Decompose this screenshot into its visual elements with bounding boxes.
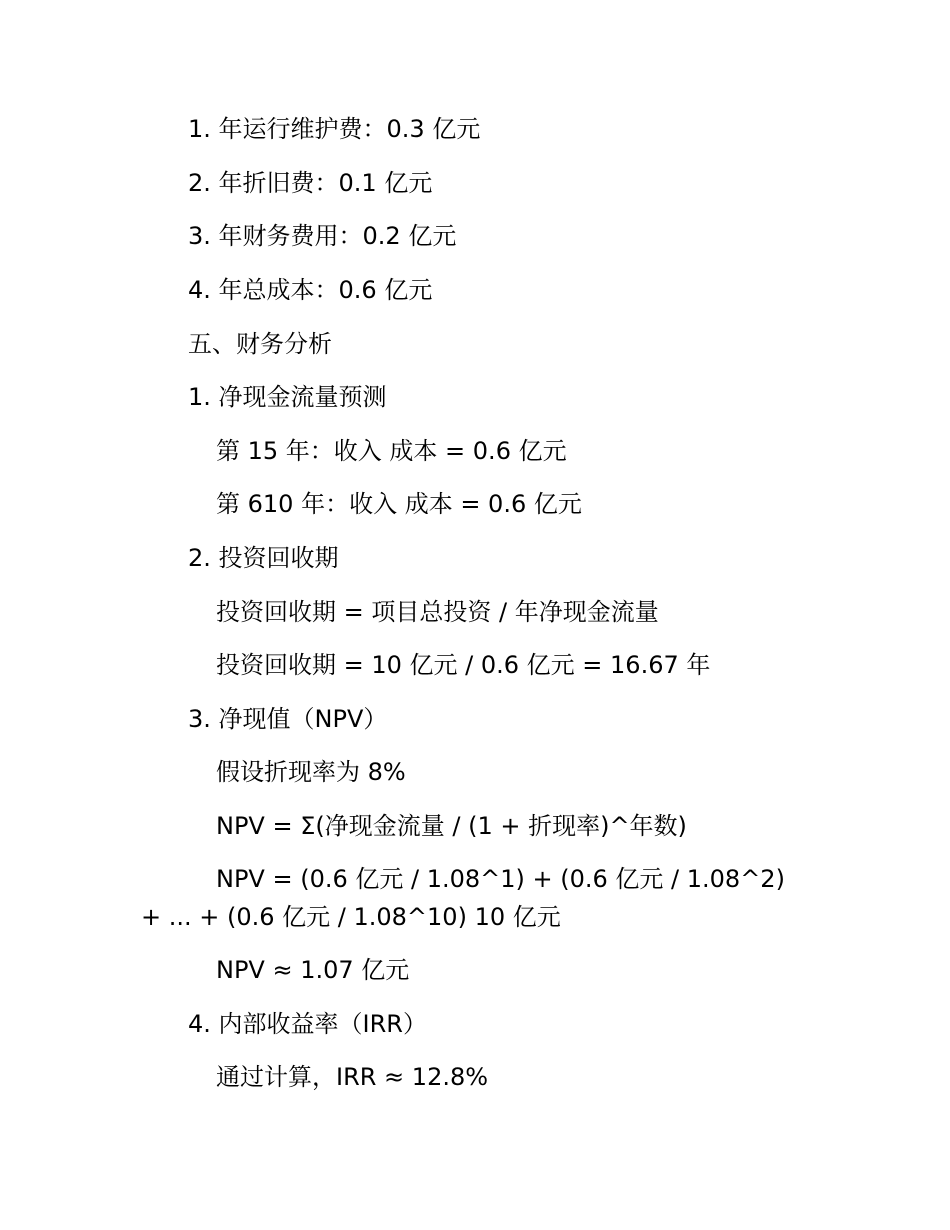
- cash-flow-years-1-5: 第 15 年：收入 成本 = 0.6 亿元: [216, 437, 567, 465]
- cost-item-maintenance: 1. 年运行维护费：0.3 亿元: [188, 115, 481, 143]
- discount-rate-assumption: 假设折现率为 8%: [216, 758, 406, 786]
- npv-formula: NPV = Σ(净现金流量 / (1 + 折现率)^年数): [216, 812, 687, 840]
- irr-result: 通过计算，IRR ≈ 12.8%: [216, 1063, 489, 1091]
- subheading-npv: 3. 净现值（NPV）: [188, 705, 388, 733]
- payback-formula: 投资回收期 = 项目总投资 / 年净现金流量: [216, 598, 659, 626]
- npv-calculation-line-1: NPV = (0.6 亿元 / 1.08^1) + (0.6 亿元 / 1.08^2): [216, 865, 785, 893]
- cost-item-depreciation: 2. 年折旧费：0.1 亿元: [188, 169, 433, 197]
- subheading-irr: 4. 内部收益率（IRR）: [188, 1010, 427, 1038]
- subheading-payback-period: 2. 投资回收期: [188, 544, 339, 572]
- section-heading-financial-analysis: 五、财务分析: [188, 330, 332, 358]
- npv-calculation-line-2: + ... + (0.6 亿元 / 1.08^10) 10 亿元: [141, 903, 561, 931]
- cost-item-total: 4. 年总成本：0.6 亿元: [188, 276, 433, 304]
- cost-item-financial: 3. 年财务费用：0.2 亿元: [188, 222, 457, 250]
- subheading-cash-flow-forecast: 1. 净现金流量预测: [188, 383, 387, 411]
- cash-flow-years-6-10: 第 610 年：收入 成本 = 0.6 亿元: [216, 490, 582, 518]
- payback-calculation: 投资回收期 = 10 亿元 / 0.6 亿元 = 16.67 年: [216, 651, 711, 679]
- npv-result: NPV ≈ 1.07 亿元: [216, 956, 410, 984]
